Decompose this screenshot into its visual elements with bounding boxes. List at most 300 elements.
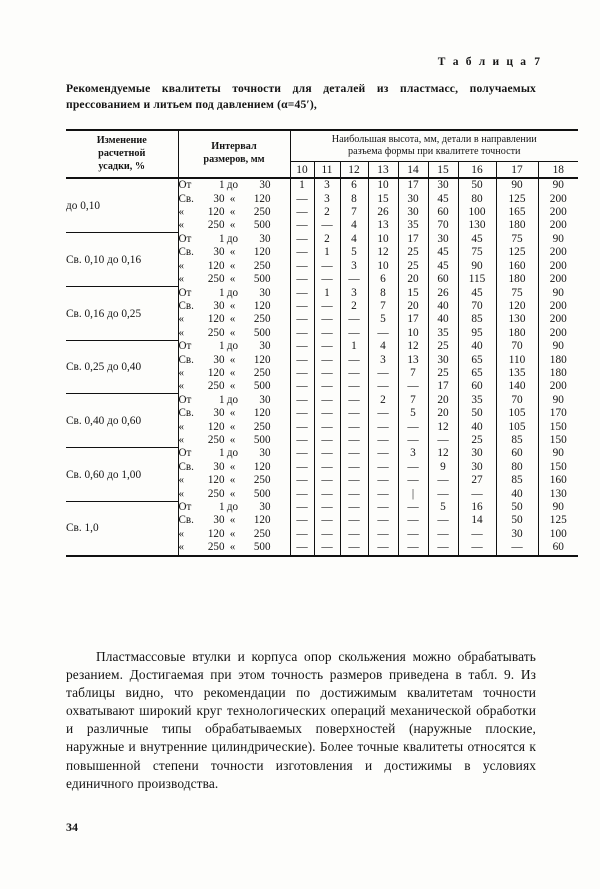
interval-part-b: 1 — [218, 340, 225, 353]
value-cell-grade-18: 200 — [538, 246, 578, 259]
value-cell-grade-12: — — [340, 380, 368, 393]
interval-part-a: « — [178, 420, 185, 433]
interval-part-c: « — [229, 541, 236, 554]
value-cell-grade-15: — — [428, 528, 458, 541]
interval-part-a: От — [178, 447, 192, 460]
header-shrinkage-line-1: Изменение — [96, 135, 147, 146]
interval-part-a: « — [178, 206, 185, 219]
interval-part-b: 250 — [207, 326, 225, 339]
value-cell-grade-18: 150 — [538, 421, 578, 434]
value-cell-grade-17: 165 — [496, 206, 538, 219]
span-title-line-2: разъема формы при квалитете точности — [348, 146, 521, 158]
interval-part-d: 250 — [253, 313, 271, 326]
value-cell-grade-14: — — [398, 474, 428, 487]
value-cell-grade-18: 200 — [538, 313, 578, 326]
interval-part-a: Св. — [178, 246, 194, 259]
value-cell-grade-14: 30 — [398, 206, 428, 219]
interval-part-a: Св. — [178, 192, 194, 205]
interval-part-a: « — [178, 474, 185, 487]
value-cell-grade-17: 180 — [496, 273, 538, 286]
value-cell-grade-12: 3 — [340, 287, 368, 300]
value-cell-grade-14: — — [398, 461, 428, 474]
interval-part-a: « — [178, 366, 185, 379]
table-row — [66, 394, 578, 407]
header-grade-17: 17 — [496, 162, 538, 178]
value-cell-grade-16: 95 — [458, 327, 496, 340]
interval-part-b: 120 — [207, 313, 225, 326]
value-cell-grade-16: 80 — [458, 193, 496, 206]
interval-part-b: 1 — [218, 501, 225, 513]
value-cell-grade-10: — — [290, 407, 314, 420]
value-cell-grade-18: 180 — [538, 354, 578, 367]
interval-part-c: « — [229, 353, 236, 366]
value-cell-grade-12: — — [340, 488, 368, 501]
interval-part-b: 30 — [213, 246, 225, 259]
value-cell-grade-12: — — [340, 354, 368, 367]
value-cell-grade-16: 45 — [458, 287, 496, 300]
value-cell-grade-18: 200 — [538, 219, 578, 232]
interval-part-d: 30 — [259, 232, 271, 245]
value-cell-grade-14: — — [398, 421, 428, 434]
value-cell-grade-11: — — [314, 528, 340, 541]
size-interval-cell — [178, 501, 290, 514]
interval-part-b: 120 — [207, 474, 225, 487]
interval-part-a: От — [178, 501, 192, 513]
size-interval-cell — [178, 327, 290, 340]
value-cell-grade-16: — — [458, 488, 496, 501]
interval-part-c: « — [229, 246, 236, 259]
interval-part-c: « — [229, 514, 236, 527]
value-cell-grade-15: 12 — [428, 421, 458, 434]
value-cell-grade-12: — — [340, 461, 368, 474]
value-cell-grade-13: 15 — [368, 193, 398, 206]
interval-part-a: От — [178, 286, 192, 299]
value-cell-grade-13: 6 — [368, 273, 398, 286]
value-cell-grade-15: 30 — [428, 354, 458, 367]
value-cell-grade-16: 16 — [458, 501, 496, 514]
interval-part-d: 120 — [253, 192, 271, 205]
interval-part-a: « — [178, 313, 185, 326]
interval-part-c: до — [226, 340, 239, 353]
value-cell-grade-10: — — [290, 501, 314, 514]
value-cell-grade-18: 100 — [538, 528, 578, 541]
value-cell-grade-13: 7 — [368, 300, 398, 313]
interval-part-c: « — [229, 299, 236, 312]
value-cell-grade-17: 75 — [496, 287, 538, 300]
value-cell-grade-11: — — [314, 300, 340, 313]
value-cell-grade-15: 25 — [428, 340, 458, 353]
value-cell-grade-10: — — [290, 380, 314, 393]
interval-part-b: 250 — [207, 487, 225, 500]
value-cell-grade-16: — — [458, 528, 496, 541]
value-cell-grade-16: 35 — [458, 394, 496, 407]
value-cell-grade-13: 5 — [368, 313, 398, 326]
value-cell-grade-15: — — [428, 434, 458, 447]
header-grade-13: 13 — [368, 162, 398, 178]
interval-part-c: « — [229, 192, 236, 205]
value-cell-grade-14: 15 — [398, 287, 428, 300]
value-cell-grade-14: — — [398, 380, 428, 393]
group-label-cell — [66, 287, 178, 341]
header-cell-size-interval — [178, 130, 290, 178]
group-label-cell — [66, 340, 178, 394]
value-cell-grade-18: 200 — [538, 260, 578, 273]
value-cell-grade-13: — — [368, 367, 398, 380]
value-cell-grade-17: 180 — [496, 327, 538, 340]
interval-part-c: « — [229, 474, 236, 487]
header-grade-18: 18 — [538, 162, 578, 178]
value-cell-grade-10: — — [290, 528, 314, 541]
interval-part-b: 250 — [207, 219, 225, 232]
value-cell-grade-12: — — [340, 447, 368, 460]
value-cell-grade-16: 65 — [458, 367, 496, 380]
value-cell-grade-12: 1 — [340, 340, 368, 353]
value-cell-grade-15: — — [428, 488, 458, 501]
value-cell-grade-13: 10 — [368, 233, 398, 246]
interval-part-d: 250 — [253, 366, 271, 379]
interval-part-d: 120 — [253, 299, 271, 312]
size-interval-cell — [178, 219, 290, 232]
table-row — [66, 501, 578, 514]
value-cell-grade-18: 200 — [538, 300, 578, 313]
value-cell-grade-17: — — [496, 541, 538, 555]
value-cell-grade-17: 110 — [496, 354, 538, 367]
value-cell-grade-17: 105 — [496, 421, 538, 434]
interval-part-b: 120 — [207, 366, 225, 379]
size-interval-cell — [178, 260, 290, 273]
interval-part-d: 250 — [253, 420, 271, 433]
value-cell-grade-18: 200 — [538, 193, 578, 206]
group-label: Св. 0,25 до 0,40 — [66, 361, 142, 374]
interval-part-b: 30 — [213, 407, 225, 420]
value-cell-grade-14: — — [398, 541, 428, 555]
value-cell-grade-16: 65 — [458, 354, 496, 367]
value-cell-grade-10: — — [290, 514, 314, 527]
interval-part-d: 250 — [253, 474, 271, 487]
table-row — [66, 447, 578, 460]
value-cell-grade-14: 10 — [398, 327, 428, 340]
value-cell-grade-16: 27 — [458, 474, 496, 487]
precision-grades-table — [66, 129, 578, 557]
header-grade-14: 14 — [398, 162, 428, 178]
value-cell-grade-10: — — [290, 541, 314, 555]
interval-part-b: 1 — [218, 286, 225, 299]
value-cell-grade-18: 90 — [538, 233, 578, 246]
table-head — [66, 130, 578, 178]
value-cell-grade-18: 90 — [538, 287, 578, 300]
size-interval-cell — [178, 461, 290, 474]
value-cell-grade-13: 10 — [368, 178, 398, 192]
header-interval-line-2: размеров, мм — [203, 154, 265, 166]
header-interval-line-1: Интервал — [211, 141, 257, 153]
value-cell-grade-16: 70 — [458, 300, 496, 313]
value-cell-grade-14: 20 — [398, 300, 428, 313]
interval-part-b: 120 — [207, 259, 225, 272]
table-number-line — [438, 56, 540, 68]
value-cell-grade-18: 160 — [538, 474, 578, 487]
value-cell-grade-10: — — [290, 367, 314, 380]
table-label: Т а б л и ц а — [437, 56, 529, 68]
value-cell-grade-12: — — [340, 541, 368, 555]
interval-part-a: « — [178, 527, 185, 540]
value-cell-grade-11: — — [314, 461, 340, 474]
value-cell-grade-18: 150 — [538, 461, 578, 474]
value-cell-grade-11: — — [314, 421, 340, 434]
interval-part-b: 30 — [213, 299, 225, 312]
interval-part-c: « — [229, 460, 236, 473]
interval-part-d: 120 — [253, 246, 271, 259]
value-cell-grade-16: 75 — [458, 246, 496, 259]
value-cell-grade-13: 26 — [368, 206, 398, 219]
value-cell-grade-15: 12 — [428, 447, 458, 460]
group-label: Св. 0,10 до 0,16 — [66, 254, 142, 267]
value-cell-grade-16: 60 — [458, 380, 496, 393]
interval-part-c: « — [229, 407, 236, 420]
interval-part-b: 30 — [213, 514, 225, 527]
value-cell-grade-10: — — [290, 246, 314, 259]
value-cell-grade-11: — — [314, 340, 340, 353]
interval-part-d: 30 — [259, 340, 271, 353]
value-cell-grade-17: 60 — [496, 447, 538, 460]
interval-part-c: до — [226, 501, 239, 513]
value-cell-grade-11: — — [314, 434, 340, 447]
value-cell-grade-17: 70 — [496, 340, 538, 353]
value-cell-grade-17: 85 — [496, 474, 538, 487]
group-label: Св. 0,16 до 0,25 — [66, 307, 142, 320]
header-grade-12: 12 — [340, 162, 368, 178]
group-label: до 0,10 — [66, 200, 100, 213]
group-label-cell — [66, 501, 178, 556]
value-cell-grade-14: — — [398, 434, 428, 447]
value-cell-grade-10: — — [290, 287, 314, 300]
value-cell-grade-13: — — [368, 327, 398, 340]
size-interval-cell — [178, 233, 290, 246]
value-cell-grade-12: — — [340, 394, 368, 407]
interval-part-b: 250 — [207, 541, 225, 554]
header-cell-shrinkage — [66, 130, 178, 178]
value-cell-grade-11: 3 — [314, 193, 340, 206]
value-cell-grade-13: 2 — [368, 394, 398, 407]
value-cell-grade-13: — — [368, 447, 398, 460]
value-cell-grade-17: 125 — [496, 193, 538, 206]
interval-part-a: От — [178, 340, 192, 353]
value-cell-grade-12: — — [340, 474, 368, 487]
interval-part-d: 500 — [253, 273, 271, 286]
value-cell-grade-13: — — [368, 407, 398, 420]
interval-part-c: « — [229, 219, 236, 232]
interval-part-a: « — [178, 433, 185, 446]
interval-part-d: 30 — [259, 447, 271, 460]
size-interval-cell — [178, 514, 290, 527]
value-cell-grade-12: 2 — [340, 300, 368, 313]
value-cell-grade-15: 20 — [428, 394, 458, 407]
value-cell-grade-13: — — [368, 514, 398, 527]
value-cell-grade-16: 90 — [458, 260, 496, 273]
value-cell-grade-18: 90 — [538, 501, 578, 514]
interval-part-a: От — [178, 179, 192, 192]
size-interval-cell — [178, 541, 290, 555]
interval-part-c: « — [229, 527, 236, 540]
value-cell-grade-12: — — [340, 273, 368, 286]
value-cell-grade-15: 17 — [428, 380, 458, 393]
table-body — [66, 178, 578, 555]
header-shrinkage-line-3: усадки, % — [98, 160, 146, 172]
table-container — [66, 129, 567, 557]
value-cell-grade-11: — — [314, 219, 340, 232]
value-cell-grade-18: 90 — [538, 340, 578, 353]
value-cell-grade-18: 90 — [538, 447, 578, 460]
interval-part-b: 1 — [218, 447, 225, 460]
value-cell-grade-16: — — [458, 541, 496, 555]
value-cell-grade-17: 120 — [496, 300, 538, 313]
value-cell-grade-11: — — [314, 380, 340, 393]
value-cell-grade-15: 60 — [428, 273, 458, 286]
size-interval-cell — [178, 273, 290, 286]
header-grade-15: 15 — [428, 162, 458, 178]
value-cell-grade-14: — — [398, 501, 428, 514]
value-cell-grade-11: — — [314, 407, 340, 420]
value-cell-grade-18: 200 — [538, 206, 578, 219]
header-row-top — [66, 130, 578, 162]
interval-part-b: 1 — [218, 232, 225, 245]
group-label: Св. 1,0 — [66, 522, 99, 535]
value-cell-grade-17: 130 — [496, 313, 538, 326]
value-cell-grade-10: 1 — [290, 178, 314, 192]
interval-part-d: 30 — [259, 179, 271, 192]
interval-part-a: Св. — [178, 299, 194, 312]
value-cell-grade-10: — — [290, 233, 314, 246]
value-cell-grade-16: 14 — [458, 514, 496, 527]
value-cell-grade-10: — — [290, 313, 314, 326]
value-cell-grade-17: 50 — [496, 501, 538, 514]
interval-part-b: 120 — [207, 206, 225, 219]
group-label-cell — [66, 394, 178, 448]
interval-part-a: « — [178, 541, 185, 554]
value-cell-grade-15: 30 — [428, 233, 458, 246]
interval-part-b: 120 — [207, 420, 225, 433]
value-cell-grade-13: 3 — [368, 354, 398, 367]
value-cell-grade-12: — — [340, 407, 368, 420]
value-cell-grade-18: 180 — [538, 367, 578, 380]
interval-part-c: « — [229, 259, 236, 272]
interval-part-a: Св. — [178, 353, 194, 366]
value-cell-grade-13: 10 — [368, 260, 398, 273]
size-interval-cell — [178, 474, 290, 487]
value-cell-grade-14: — — [398, 514, 428, 527]
table-caption: Рекомендуемые квалитеты точности для деталей из пластмасс, получаемых прессованием и литьем под давлением (α=45′), — [66, 82, 536, 111]
value-cell-grade-16: 100 — [458, 206, 496, 219]
value-cell-grade-17: 40 — [496, 488, 538, 501]
value-cell-grade-18: 90 — [538, 394, 578, 407]
interval-part-a: « — [178, 259, 185, 272]
size-interval-cell — [178, 421, 290, 434]
value-cell-grade-13: — — [368, 461, 398, 474]
interval-part-c: « — [229, 206, 236, 219]
group-label-cell — [66, 178, 178, 233]
value-cell-grade-10: — — [290, 193, 314, 206]
value-cell-grade-16: 40 — [458, 421, 496, 434]
value-cell-grade-12: — — [340, 313, 368, 326]
interval-part-a: Св. — [178, 407, 194, 420]
value-cell-grade-12: — — [340, 528, 368, 541]
value-cell-grade-17: 105 — [496, 407, 538, 420]
value-cell-grade-11: 3 — [314, 178, 340, 192]
value-cell-grade-18: 200 — [538, 327, 578, 340]
value-cell-grade-14: — — [398, 528, 428, 541]
interval-part-a: От — [178, 393, 192, 406]
value-cell-grade-15: 35 — [428, 327, 458, 340]
value-cell-grade-10: — — [290, 394, 314, 407]
value-cell-grade-15: — — [428, 474, 458, 487]
interval-part-a: Св. — [178, 460, 194, 473]
interval-part-d: 250 — [253, 206, 271, 219]
value-cell-grade-11: — — [314, 514, 340, 527]
interval-part-c: до — [226, 447, 239, 460]
value-cell-grade-17: 135 — [496, 367, 538, 380]
value-cell-grade-12: — — [340, 434, 368, 447]
interval-part-b: 120 — [207, 527, 225, 540]
value-cell-grade-11: — — [314, 327, 340, 340]
interval-part-c: до — [226, 286, 239, 299]
size-interval-cell — [178, 340, 290, 353]
value-cell-grade-10: — — [290, 421, 314, 434]
value-cell-grade-11: — — [314, 367, 340, 380]
interval-part-a: От — [178, 232, 192, 245]
value-cell-grade-17: 160 — [496, 260, 538, 273]
value-cell-grade-12: — — [340, 367, 368, 380]
value-cell-grade-10: — — [290, 447, 314, 460]
value-cell-grade-10: — — [290, 340, 314, 353]
value-cell-grade-11: 1 — [314, 287, 340, 300]
interval-part-c: « — [229, 433, 236, 446]
size-interval-cell — [178, 300, 290, 313]
value-cell-grade-17: 180 — [496, 219, 538, 232]
value-cell-grade-10: — — [290, 260, 314, 273]
value-cell-grade-18: 170 — [538, 407, 578, 420]
value-cell-grade-13: 13 — [368, 219, 398, 232]
value-cell-grade-18: 200 — [538, 380, 578, 393]
interval-part-b: 30 — [213, 353, 225, 366]
value-cell-grade-15: 30 — [428, 178, 458, 192]
value-cell-grade-12: 4 — [340, 233, 368, 246]
size-interval-cell — [178, 287, 290, 300]
value-cell-grade-13: 8 — [368, 287, 398, 300]
value-cell-grade-16: 130 — [458, 219, 496, 232]
size-interval-cell — [178, 206, 290, 219]
interval-part-b: 30 — [213, 460, 225, 473]
value-cell-grade-16: 25 — [458, 434, 496, 447]
value-cell-grade-10: — — [290, 354, 314, 367]
value-cell-grade-12: 6 — [340, 178, 368, 192]
value-cell-grade-18: 60 — [538, 541, 578, 555]
value-cell-grade-13: — — [368, 488, 398, 501]
page-number: 34 — [66, 820, 78, 834]
value-cell-grade-15: 25 — [428, 367, 458, 380]
interval-part-d: 120 — [253, 514, 271, 527]
value-cell-grade-14: 17 — [398, 233, 428, 246]
value-cell-grade-14: 7 — [398, 367, 428, 380]
value-cell-grade-18: 125 — [538, 514, 578, 527]
value-cell-grade-17: 90 — [496, 178, 538, 192]
interval-part-d: 500 — [253, 326, 271, 339]
interval-part-d: 120 — [253, 353, 271, 366]
table-row — [66, 340, 578, 353]
interval-part-a: « — [178, 380, 185, 393]
value-cell-grade-11: — — [314, 273, 340, 286]
value-cell-grade-12: — — [340, 501, 368, 514]
value-cell-grade-12: 3 — [340, 260, 368, 273]
value-cell-grade-15: 45 — [428, 193, 458, 206]
